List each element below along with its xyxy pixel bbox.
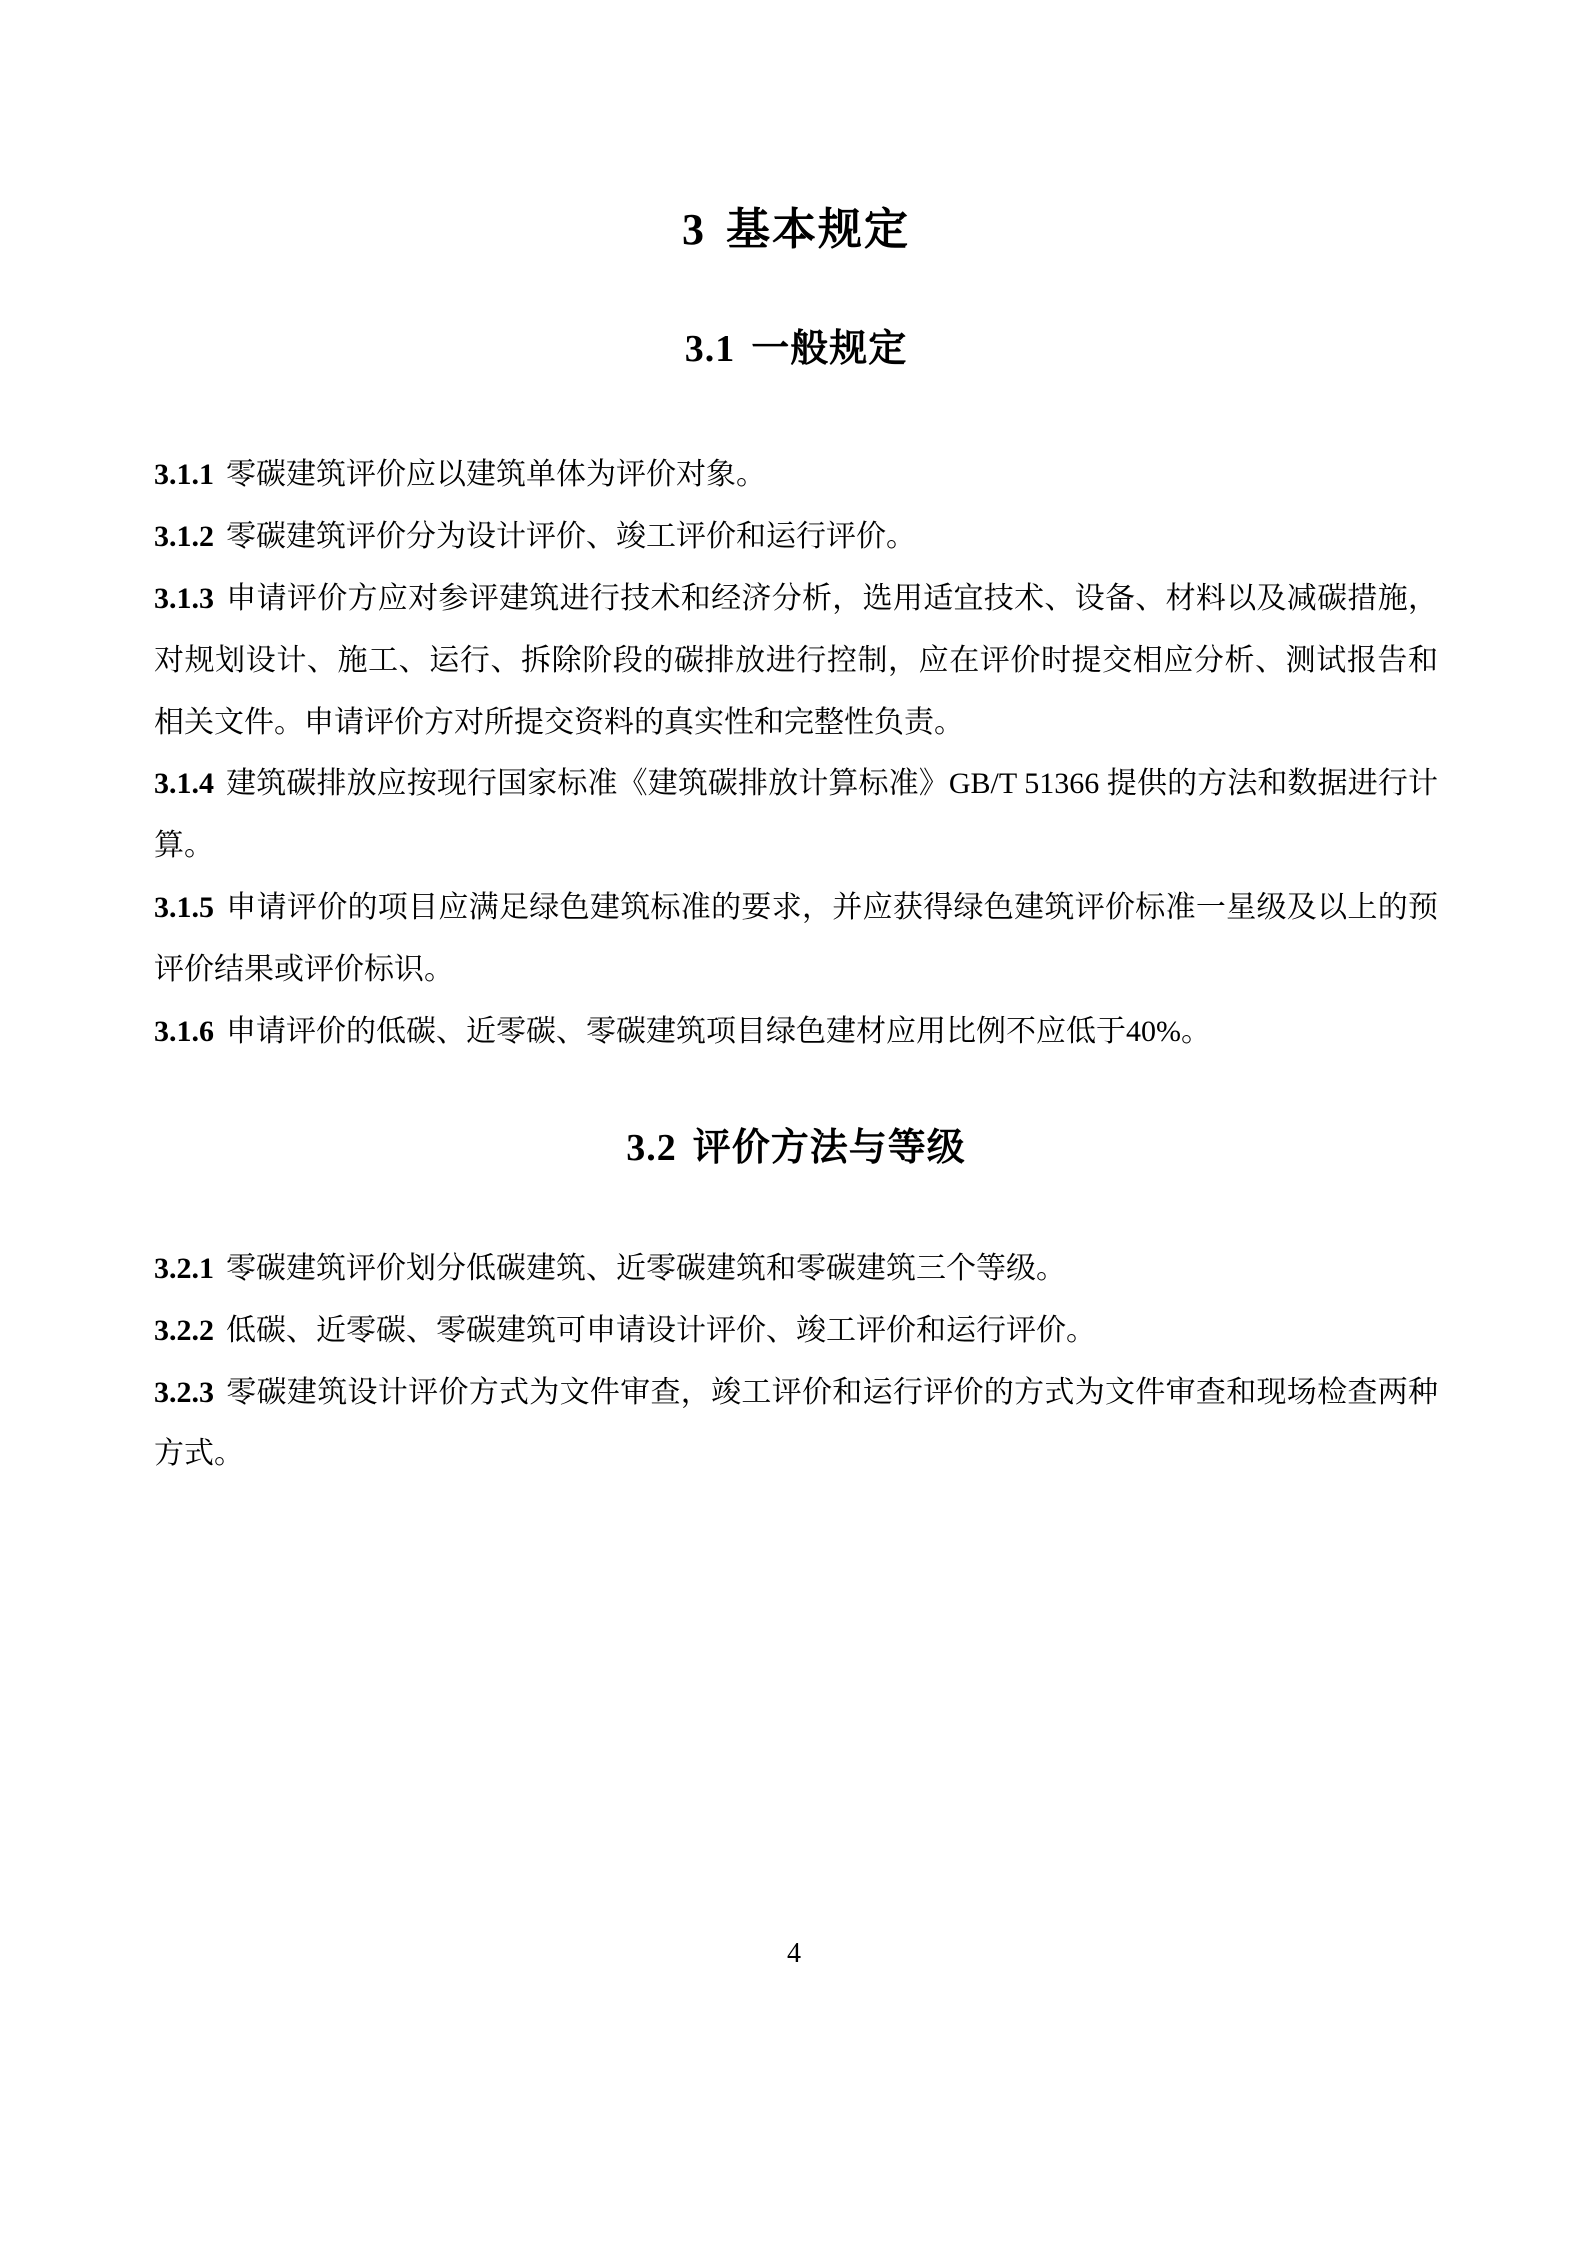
section-heading-3-2: [154, 1126, 1438, 1172]
paragraph-text: 低碳、近零碳、零碳建筑可申请设计评价、竣工评价和运行评价。: [226, 1313, 1096, 1347]
paragraph-number: 3.2.3: [154, 1375, 214, 1409]
section-3-2-paragraphs: [154, 1238, 1438, 1485]
page-number: 4: [787, 1938, 801, 1969]
section-heading-3-1: [154, 327, 1438, 373]
paragraph-text: 申请评价的项目应满足绿色建筑标准的要求，并应获得绿色建筑评价标准一星级及以上的预评价结果或评价标识。: [154, 890, 1438, 986]
paragraph-3-2-3: [154, 1362, 1438, 1486]
section-3-1-paragraphs: [154, 444, 1438, 1062]
paragraph-3-1-3: [154, 568, 1438, 753]
paragraph-number: 3.1.3: [154, 581, 214, 615]
paragraph-number: 3.2.2: [154, 1313, 214, 1347]
paragraph-number: 3.1.4: [154, 767, 214, 801]
section-number: 3.1: [684, 327, 736, 370]
paragraph-number: 3.1.1: [154, 458, 214, 492]
paragraph-3-1-4: [154, 753, 1438, 877]
section-heading-text: 一般规定: [751, 327, 908, 370]
paragraph-number: 3.1.6: [154, 1014, 214, 1048]
paragraph-3-2-1: [154, 1238, 1438, 1300]
paragraph-text: 零碳建筑设计评价方式为文件审查，竣工评价和运行评价的方式为文件审查和现场检查两种方式。: [154, 1375, 1438, 1471]
paragraph-text: 申请评价方应对参评建筑进行技术和经济分析，选用适宜技术、设备、材料以及减碳措施，对规划设计、施工、运行、拆除阶段的碳排放进行控制，应在评价时提交相应分析、测试报告和相关文件。申请评价方对所提交资料的真实性和完整性负责。: [154, 581, 1438, 739]
chapter-number: 3: [682, 205, 706, 254]
section-number: 3.2: [626, 1127, 677, 1170]
paragraph-text: 零碳建筑评价划分低碳建筑、近零碳建筑和零碳建筑三个等级。: [226, 1251, 1066, 1285]
paragraph-3-1-1: [154, 444, 1438, 506]
paragraph-3-1-5: [154, 877, 1438, 1001]
paragraph-text: 建筑碳排放应按现行国家标准《建筑碳排放计算标准》GB/T 51366 提供的方法和数据进行计算。: [154, 767, 1438, 863]
paragraph-text: 零碳建筑评价分为设计评价、竣工评价和运行评价。: [226, 520, 916, 554]
chapter-title: [154, 0, 1438, 257]
paragraph-text: 零碳建筑评价应以建筑单体为评价对象。: [226, 458, 766, 492]
paragraph-3-2-2: [154, 1300, 1438, 1362]
chapter-title-text: 基本规定: [726, 205, 910, 254]
paragraph-number: 3.2.1: [154, 1251, 214, 1285]
section-heading-text: 评价方法与等级: [692, 1127, 966, 1170]
paragraph-text: 申请评价的低碳、近零碳、零碳建筑项目绿色建材应用比例不应低于40%。: [226, 1014, 1211, 1048]
paragraph-number: 3.1.5: [154, 890, 214, 924]
paragraph-3-1-2: [154, 506, 1438, 568]
paragraph-number: 3.1.2: [154, 520, 214, 554]
paragraph-3-1-6: [154, 1001, 1438, 1063]
